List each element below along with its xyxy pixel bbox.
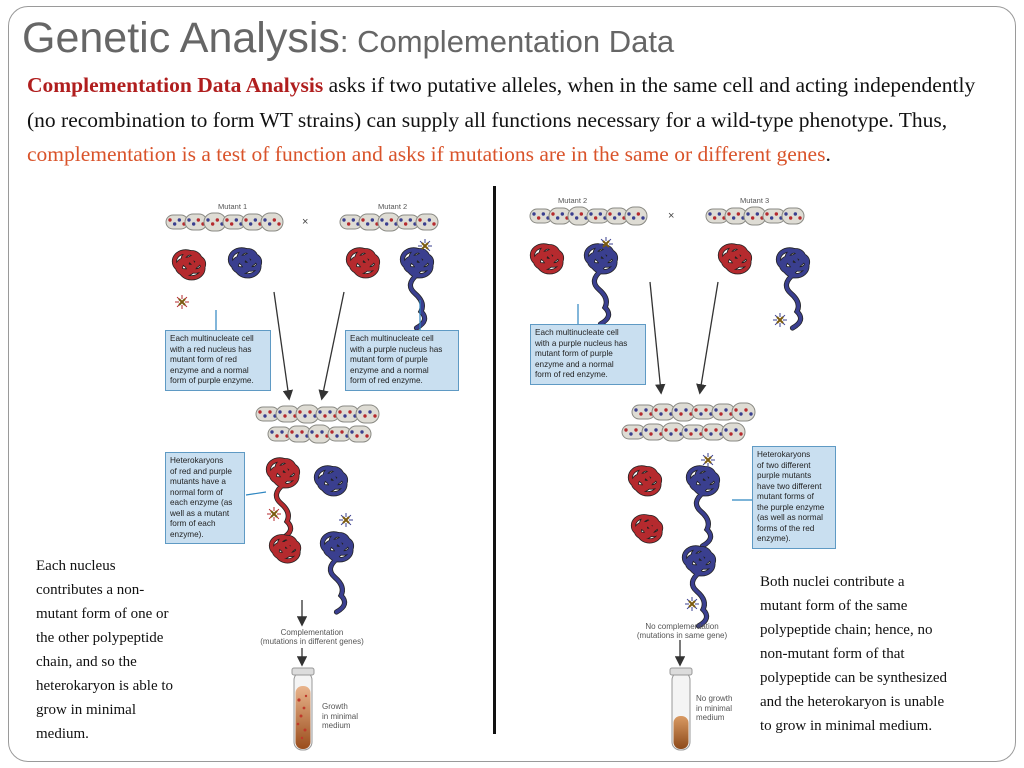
nucleus-dot bbox=[360, 430, 363, 433]
left-tube-label bbox=[322, 702, 358, 731]
nucleus-dot bbox=[315, 434, 318, 437]
nucleus-dot bbox=[734, 408, 737, 411]
arrow bbox=[700, 282, 718, 392]
note-line: chain, and so the bbox=[36, 654, 137, 670]
info-line: with a purple nucleus has bbox=[535, 338, 628, 348]
red-enzyme-coil bbox=[271, 537, 298, 561]
left-result-caption bbox=[252, 628, 372, 646]
multinucleate-cell-chain bbox=[256, 405, 379, 423]
right-heterokaryon-info bbox=[752, 446, 836, 549]
nucleus-dot bbox=[627, 212, 630, 215]
test-tube-growth bbox=[292, 668, 314, 750]
intro-lead: Complementation Data Analysis bbox=[27, 73, 324, 97]
nucleus-dot bbox=[714, 408, 717, 411]
nucleus-dot bbox=[580, 212, 583, 215]
nucleus-dot bbox=[277, 222, 280, 225]
nucleus-dot bbox=[168, 218, 171, 221]
purple-enzyme-coil bbox=[688, 468, 717, 546]
nucleus-dot bbox=[664, 428, 667, 431]
left-info-box-b bbox=[345, 330, 459, 391]
nucleus-dot bbox=[432, 222, 435, 225]
nucleus-dot bbox=[268, 410, 271, 413]
intro-highlight: complementation is a test of function and asks if mutations are in the same or different genes bbox=[27, 142, 826, 166]
cell-segment bbox=[782, 208, 804, 224]
nucleus-dot bbox=[295, 434, 298, 437]
nucleus-dot bbox=[637, 212, 640, 215]
mutation-x bbox=[343, 517, 349, 523]
note-line: heterokaryon is able to bbox=[36, 678, 174, 694]
nucleus-dot bbox=[634, 408, 637, 411]
purple-enzyme-coil bbox=[778, 250, 807, 328]
nucleus-dot bbox=[679, 412, 682, 415]
tube-label-line: medium bbox=[696, 713, 725, 722]
purple-enzyme-coil bbox=[230, 250, 259, 276]
nucleus-dot bbox=[727, 212, 730, 215]
cell-segment bbox=[732, 403, 755, 421]
mutation-marker bbox=[267, 507, 281, 521]
nucleus-dot bbox=[784, 212, 787, 215]
info-line: form of red enzyme. bbox=[350, 376, 423, 385]
info-line: each enzyme (as bbox=[170, 498, 233, 507]
nucleus-dot bbox=[629, 432, 632, 435]
info-line: well as a mutant bbox=[170, 508, 230, 518]
nucleus-dot bbox=[704, 408, 707, 411]
nucleus-dot bbox=[399, 218, 402, 221]
nucleus-dot bbox=[789, 216, 792, 219]
nucleus-dot bbox=[308, 410, 311, 413]
nucleus-dot bbox=[770, 216, 773, 219]
nucleus-dot bbox=[258, 410, 261, 413]
info-line: with a red nucleus has bbox=[170, 344, 252, 354]
nucleus-dot bbox=[575, 216, 578, 219]
nucleus-dot bbox=[732, 216, 735, 219]
nucleus-dot bbox=[423, 222, 426, 225]
red-enzyme-coil bbox=[633, 517, 660, 541]
nucleus-dot bbox=[366, 222, 369, 225]
nucleus-dot bbox=[775, 212, 778, 215]
nucleus-dot bbox=[273, 218, 276, 221]
info-line: mutant form of purple bbox=[535, 349, 613, 358]
multinucleate-cell-chain bbox=[632, 403, 755, 421]
nucleus-dot bbox=[551, 212, 554, 215]
tube-label-line: No growth bbox=[696, 694, 733, 703]
nucleus-dot bbox=[361, 218, 364, 221]
right-side-note bbox=[760, 570, 947, 738]
multinucleate-cell-chain bbox=[340, 213, 438, 231]
nucleus-dot bbox=[632, 216, 635, 219]
tube-label-line: medium bbox=[322, 721, 351, 730]
nucleus-dot bbox=[355, 434, 358, 437]
nucleus-dot bbox=[674, 428, 677, 431]
nucleus-dot bbox=[599, 212, 602, 215]
info-line: form of purple enzyme. bbox=[170, 376, 254, 385]
left-cross-symbol: × bbox=[302, 216, 309, 228]
nucleus-dot bbox=[288, 410, 291, 413]
nucleus-dot bbox=[373, 414, 376, 417]
nucleus-dot bbox=[556, 216, 559, 219]
note-line: mutant form of the same bbox=[760, 598, 908, 614]
mutation-x bbox=[422, 243, 428, 249]
nucleus-dot bbox=[714, 428, 717, 431]
nucleus-dot bbox=[751, 216, 754, 219]
nucleus-dot bbox=[300, 430, 303, 433]
nucleus-dot bbox=[669, 432, 672, 435]
info-line: of red and purple bbox=[170, 466, 232, 476]
nucleus-dot bbox=[263, 218, 266, 221]
info-line: form of red enzyme. bbox=[535, 370, 608, 379]
purple-enzyme-coil bbox=[586, 246, 615, 324]
nucleus-dot bbox=[684, 428, 687, 431]
mutation-marker bbox=[773, 313, 787, 327]
purple-enzyme-coil bbox=[402, 250, 431, 328]
info-line: Each multinucleate cell bbox=[170, 334, 254, 343]
nucleus-dot bbox=[268, 222, 271, 225]
right-cross-symbol: × bbox=[668, 210, 675, 222]
caption-line: No complementation bbox=[645, 622, 719, 631]
purple-enzyme-coil bbox=[322, 534, 351, 612]
red-enzyme-coil bbox=[720, 246, 749, 272]
nucleus-dot bbox=[532, 212, 535, 215]
nucleus-dot bbox=[734, 428, 737, 431]
note-line: Each nucleus bbox=[36, 558, 116, 574]
nucleus-dot bbox=[263, 414, 266, 417]
nucleus-dot bbox=[537, 216, 540, 219]
nucleus-dot bbox=[270, 430, 273, 433]
nucleus-dot bbox=[178, 218, 181, 221]
nucleus-dot bbox=[704, 428, 707, 431]
mutation-marker bbox=[175, 295, 189, 309]
nucleus-dot bbox=[211, 222, 214, 225]
purple-enzyme-coil bbox=[684, 548, 713, 626]
info-line: Each multinucleate cell bbox=[535, 328, 619, 337]
cell-segment bbox=[416, 214, 438, 230]
nucleus-dot bbox=[694, 428, 697, 431]
info-line: normal form of bbox=[170, 487, 223, 497]
nucleus-dot bbox=[340, 430, 343, 433]
nucleus-dot bbox=[283, 414, 286, 417]
nucleus-dot bbox=[310, 430, 313, 433]
nucleus-dot bbox=[746, 212, 749, 215]
nucleus-dot bbox=[278, 410, 281, 413]
note-line: contributes a non- bbox=[36, 582, 145, 598]
nucleus-dot bbox=[303, 414, 306, 417]
nucleus-dot bbox=[689, 432, 692, 435]
info-line: enzyme). bbox=[170, 529, 204, 539]
nucleus-dot bbox=[708, 212, 711, 215]
nucleus-dot bbox=[230, 222, 233, 225]
nucleus-dot bbox=[718, 212, 721, 215]
note-line: medium. bbox=[36, 726, 89, 742]
nucleus-dot bbox=[365, 434, 368, 437]
nucleus-dot bbox=[694, 408, 697, 411]
cell-segment bbox=[348, 426, 371, 442]
nucleus-dot bbox=[348, 410, 351, 413]
cell-segment bbox=[722, 423, 745, 441]
nucleus-dot bbox=[380, 218, 383, 221]
note-line: mutant form of one or bbox=[36, 606, 169, 622]
note-line: and the heterokaryon is unable bbox=[760, 694, 945, 710]
nucleus-dot bbox=[335, 434, 338, 437]
mutation-marker bbox=[701, 453, 715, 467]
multinucleate-cell-chain bbox=[530, 207, 647, 225]
intro-end: . bbox=[825, 142, 831, 166]
test-tube-no-growth bbox=[670, 668, 692, 750]
right-mutant-a-label: Mutant 2 bbox=[558, 196, 588, 205]
info-line: of two different bbox=[757, 460, 811, 470]
nucleus-dot bbox=[659, 412, 662, 415]
multinucleate-cell-chain bbox=[622, 423, 745, 441]
nucleus-dot bbox=[699, 412, 702, 415]
nucleus-dot bbox=[298, 410, 301, 413]
nucleus-dot bbox=[744, 408, 747, 411]
nucleus-dot bbox=[328, 410, 331, 413]
info-line: enzyme). bbox=[757, 534, 791, 543]
caption-line: Complementation bbox=[280, 628, 344, 637]
left-side-note bbox=[36, 554, 173, 746]
nucleus-dot bbox=[358, 410, 361, 413]
title-main: Genetic Analysis bbox=[22, 14, 340, 62]
nucleus-dot bbox=[385, 222, 388, 225]
nucleus-dot bbox=[320, 430, 323, 433]
info-line: with a purple nucleus has bbox=[350, 344, 443, 354]
nucleus-dot bbox=[368, 410, 371, 413]
caption-line: (mutations in same gene) bbox=[636, 631, 728, 640]
nucleus-dot bbox=[749, 412, 752, 415]
nucleus-dot bbox=[280, 430, 283, 433]
nucleus-dot bbox=[225, 218, 228, 221]
purple-enzyme-coil bbox=[316, 468, 345, 494]
nucleus-dot bbox=[244, 218, 247, 221]
nucleus-dot bbox=[330, 430, 333, 433]
nucleus-dot bbox=[428, 218, 431, 221]
nucleus-dot bbox=[608, 212, 611, 215]
nucleus-dot bbox=[323, 414, 326, 417]
title-sub: : Complementation Data bbox=[339, 24, 675, 59]
mutation-marker bbox=[685, 597, 699, 611]
cell-segment bbox=[356, 405, 379, 423]
info-line: enzyme and a normal bbox=[350, 365, 429, 375]
nucleus-dot bbox=[594, 216, 597, 219]
left-info-box-a bbox=[165, 330, 271, 391]
nucleus-dot bbox=[649, 432, 652, 435]
info-line: enzyme and a normal bbox=[535, 359, 614, 369]
red-enzyme-coil bbox=[174, 252, 203, 278]
nucleus-dot bbox=[739, 432, 742, 435]
nucleus-dot bbox=[644, 408, 647, 411]
nucleus-dot bbox=[275, 434, 278, 437]
mutation-x bbox=[179, 299, 185, 305]
multinucleate-cells bbox=[166, 207, 804, 443]
nucleus-dot bbox=[724, 428, 727, 431]
note-line: to grow in minimal medium. bbox=[760, 718, 933, 734]
nucleus-dot bbox=[654, 408, 657, 411]
nucleus-dot bbox=[173, 222, 176, 225]
intro-body: asks if two putative alleles, when in the same cell and acting independently (no recombination to form WT strains) can supply all functions necessary for a wild-type phenotype. Thus, bbox=[27, 73, 976, 132]
right-info-box-a bbox=[530, 324, 646, 385]
info-line: Heterokaryons bbox=[170, 456, 224, 465]
nucleus-dot bbox=[737, 212, 740, 215]
note-line: non-mutant form of that bbox=[760, 646, 905, 662]
nucleus-dot bbox=[570, 212, 573, 215]
nucleus-dot bbox=[542, 212, 545, 215]
mutation-marker bbox=[599, 237, 613, 251]
nucleus-dot bbox=[561, 212, 564, 215]
nucleus-dot bbox=[674, 408, 677, 411]
mutation-x bbox=[271, 511, 277, 517]
nucleus-dot bbox=[644, 428, 647, 431]
cell-segment bbox=[261, 213, 283, 231]
info-line: enzyme and a normal bbox=[170, 365, 249, 375]
nucleus-dot bbox=[729, 432, 732, 435]
arrow bbox=[322, 292, 344, 398]
info-line: purple mutants bbox=[757, 471, 812, 480]
nucleus-dot bbox=[589, 212, 592, 215]
nucleus-dot bbox=[613, 216, 616, 219]
nucleus-dot bbox=[404, 222, 407, 225]
red-enzyme-coil bbox=[630, 468, 659, 494]
nucleus-dot bbox=[338, 410, 341, 413]
nucleus-dot bbox=[206, 218, 209, 221]
nucleus-dot bbox=[254, 218, 257, 221]
nucleus-dot bbox=[235, 218, 238, 221]
mutation-x bbox=[777, 317, 783, 323]
info-line: mutants have a bbox=[170, 477, 226, 486]
info-line: the purple enzyme bbox=[757, 502, 825, 512]
left-mutant-b-label: Mutant 2 bbox=[378, 202, 408, 211]
caption-line: (mutations in different genes) bbox=[260, 637, 364, 646]
right-tube-label bbox=[696, 694, 732, 723]
tube-label-line: in minimal bbox=[322, 711, 359, 721]
info-line: have two different bbox=[757, 481, 822, 491]
info-line: Each multinucleate cell bbox=[350, 334, 434, 343]
nucleus-dot bbox=[249, 222, 252, 225]
nucleus-dot bbox=[290, 430, 293, 433]
nucleus-dot bbox=[724, 408, 727, 411]
info-line: forms of the red bbox=[757, 523, 815, 533]
tube-label-line: in minimal bbox=[696, 703, 733, 713]
nucleus-dot bbox=[654, 428, 657, 431]
info-line: mutant forms of bbox=[757, 492, 814, 501]
left-heterokaryon-info bbox=[165, 452, 245, 544]
nucleus-dot bbox=[719, 412, 722, 415]
info-line: Heterokaryons bbox=[757, 450, 811, 459]
nucleus-dot bbox=[684, 408, 687, 411]
red-enzyme-coil bbox=[268, 460, 297, 538]
mutation-marker bbox=[418, 239, 432, 253]
nucleus-dot bbox=[418, 218, 421, 221]
info-line: mutant form of red bbox=[170, 355, 237, 364]
nucleus-dot bbox=[709, 432, 712, 435]
nucleus-dot bbox=[641, 216, 644, 219]
info-line: (as well as normal bbox=[757, 513, 823, 522]
nucleus-dot bbox=[363, 414, 366, 417]
note-line: polypeptide can be synthesized bbox=[760, 670, 948, 686]
multinucleate-cell-chain bbox=[166, 213, 283, 231]
nucleus-dot bbox=[192, 222, 195, 225]
nucleus-dot bbox=[664, 408, 667, 411]
nucleus-dot bbox=[639, 412, 642, 415]
mutation-x bbox=[689, 601, 695, 607]
multinucleate-cell-chain bbox=[706, 207, 804, 225]
mutation-marker bbox=[339, 513, 353, 527]
nucleus-dot bbox=[342, 218, 345, 221]
note-line: Both nuclei contribute a bbox=[760, 574, 905, 590]
info-line: form of each bbox=[170, 519, 216, 528]
nucleus-dot bbox=[624, 428, 627, 431]
nucleus-dot bbox=[765, 212, 768, 215]
red-enzyme-coil bbox=[532, 246, 561, 272]
nucleus-dot bbox=[798, 216, 801, 219]
nucleus-dot bbox=[187, 218, 190, 221]
nucleus-dot bbox=[352, 218, 355, 221]
nucleus-dot bbox=[318, 410, 321, 413]
red-enzyme-coil bbox=[348, 250, 377, 276]
nucleus-dot bbox=[390, 218, 393, 221]
nucleus-dot bbox=[216, 218, 219, 221]
tube-label-line: Growth bbox=[322, 702, 348, 711]
nucleus-dot bbox=[713, 216, 716, 219]
nucleus-dot bbox=[371, 218, 374, 221]
nucleus-dot bbox=[756, 212, 759, 215]
mutation-x bbox=[705, 457, 711, 463]
multinucleate-cell-chain bbox=[268, 425, 371, 443]
nucleus-dot bbox=[739, 412, 742, 415]
nucleus-dot bbox=[347, 222, 350, 225]
note-line: grow in minimal bbox=[36, 702, 136, 718]
nucleus-dot bbox=[618, 212, 621, 215]
info-line: mutant form of purple bbox=[350, 355, 428, 364]
cell-segment bbox=[625, 207, 647, 225]
nucleus-dot bbox=[634, 428, 637, 431]
note-line: polypeptide chain; hence, no bbox=[760, 622, 933, 638]
arrow bbox=[274, 292, 289, 398]
nucleus-dot bbox=[350, 430, 353, 433]
nucleus-dot bbox=[343, 414, 346, 417]
nucleus-dot bbox=[197, 218, 200, 221]
arrow bbox=[650, 282, 661, 392]
nucleus-dot bbox=[794, 212, 797, 215]
right-mutant-b-label: Mutant 3 bbox=[740, 196, 770, 205]
nucleus-dot bbox=[409, 218, 412, 221]
note-line: the other polypeptide bbox=[36, 630, 164, 646]
right-result-caption bbox=[622, 622, 742, 640]
left-mutant-a-label: Mutant 1 bbox=[218, 202, 248, 211]
